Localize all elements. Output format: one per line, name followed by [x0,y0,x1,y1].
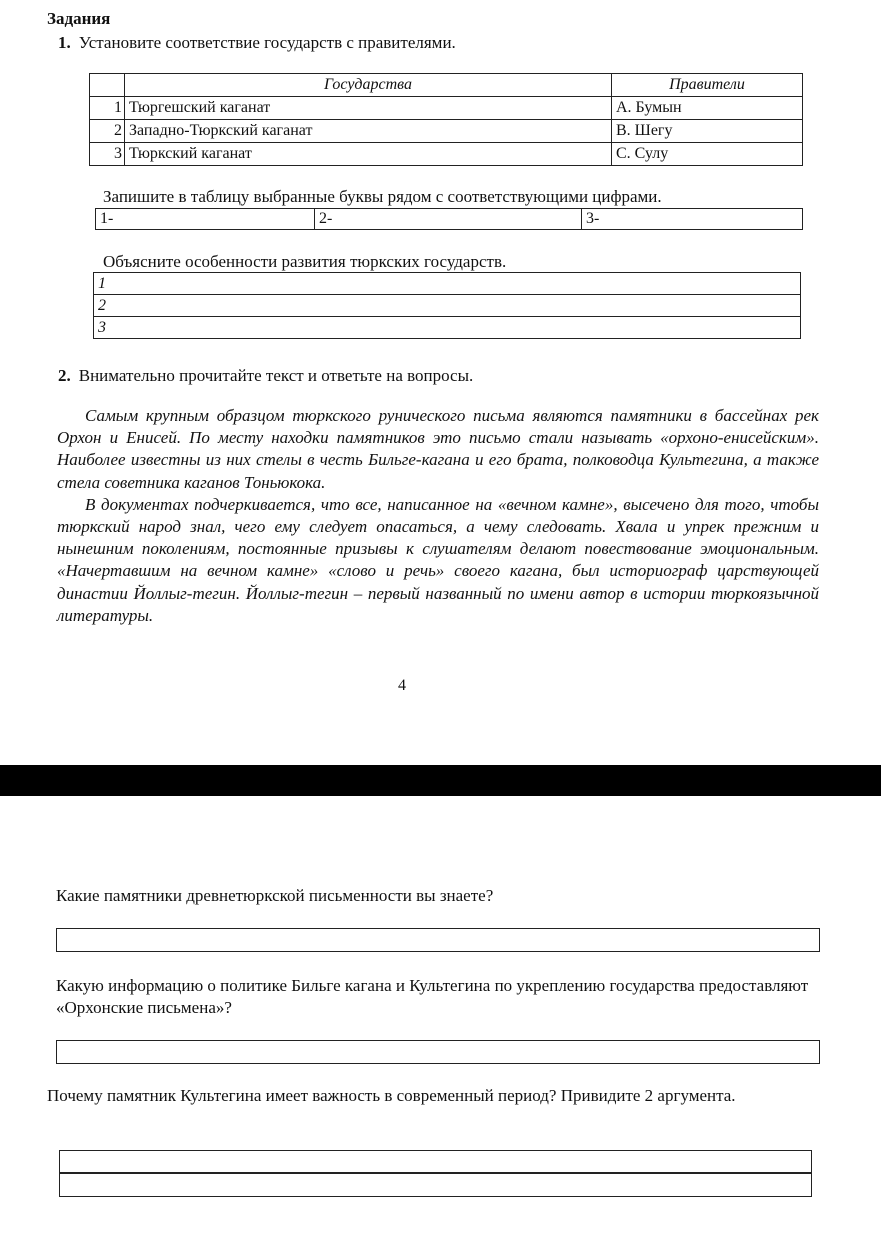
matching-table [89,73,803,166]
task1-title [58,33,456,53]
state-cell: Западно-Тюркский каганат [125,120,612,143]
row-number: 2 [90,120,125,143]
explain-instruction: Объясните особенности развития тюркских государств. [103,252,507,271]
matching-table-header [90,74,803,97]
task2-title [58,366,473,386]
header-empty-cell [90,74,125,97]
task2-text: Внимательно прочитайте текст и ответьте на вопросы. [78,366,474,385]
answer-instruction: Запишите в таблицу выбранные буквы рядом с соответствующими цифрами. [103,187,662,206]
ruler-cell: A. Бумын [612,97,803,120]
answer-cell-2[interactable]: 2- [315,209,582,230]
table-row [90,97,803,120]
table-row [94,295,801,317]
table-row [90,143,803,166]
question-1: Какие памятники древнетюркской письменности вы знаете? [56,886,494,905]
paragraph: Самым крупным образцом тюркского рунического письма являются памятники в бассейнах рек Орхон и Енисей. По месту находки памятников это письмо стали называть «орхоно-енисейским». Наиболее известны из них стелы в честь Бильге-кагана и его брата, полководца Культегина, а также стела советника каганов Тоньюкока. [57,406,819,492]
answer-box-3b[interactable] [59,1173,812,1197]
ruler-cell: B. Шегу [612,120,803,143]
question-3: Почему памятник Культегина имеет важность в современный период? Привидите 2 аргумента. [47,1086,736,1105]
row-number: 3 [90,143,125,166]
answer-box-2[interactable] [56,1040,820,1064]
section-heading: Задания [47,9,111,28]
page-number: 4 [398,677,406,694]
page-separator-bar [0,765,881,796]
answer-row [96,209,803,230]
task1-text: Установите соответствие государств с правителями. [78,33,456,52]
explain-cell-3[interactable]: 3 [94,317,801,339]
task1-number: 1. [58,33,71,52]
answer-box-1[interactable] [56,928,820,952]
table-row [94,273,801,295]
header-states: Государства [125,74,612,97]
task2-number: 2. [58,366,71,385]
ruler-cell: C. Сулу [612,143,803,166]
row-number: 1 [90,97,125,120]
question-2: Какую информацию о политике Бильге кагана и Культегина по укреплению государства предоставляют «Орхонские письмена»? [56,976,809,1017]
explain-cell-2[interactable]: 2 [94,295,801,317]
paragraph: В документах подчеркивается, что все, написанное на «вечном камне», высечено для того, чтобы тюркский народ знал, чего ему следует опасаться, а чему следовать. Хвала и упрек прежним и нынешним поколениям, постоянные призывы к слушателям делают повествование эмоциональным. «Начертавшим на вечном камне» «слово и речь» своего кагана, был историограф царствующей династии Йоллыг-тегин. Йоллыг-тегин – первый названный по имени автор в истории тюркоязычной литературы. [57,494,819,625]
answer-box-3a[interactable] [59,1150,812,1173]
table-row [90,120,803,143]
explain-cell-1[interactable]: 1 [94,273,801,295]
answer-cell-1[interactable]: 1- [96,209,315,230]
state-cell: Тюркский каганат [125,143,612,166]
header-rulers: Правители [612,74,803,97]
answer-table [95,208,803,230]
reading-text [57,405,819,627]
table-row [94,317,801,339]
explain-table [93,272,801,339]
state-cell: Тюргешский каганат [125,97,612,120]
answer-cell-3[interactable]: 3- [582,209,803,230]
